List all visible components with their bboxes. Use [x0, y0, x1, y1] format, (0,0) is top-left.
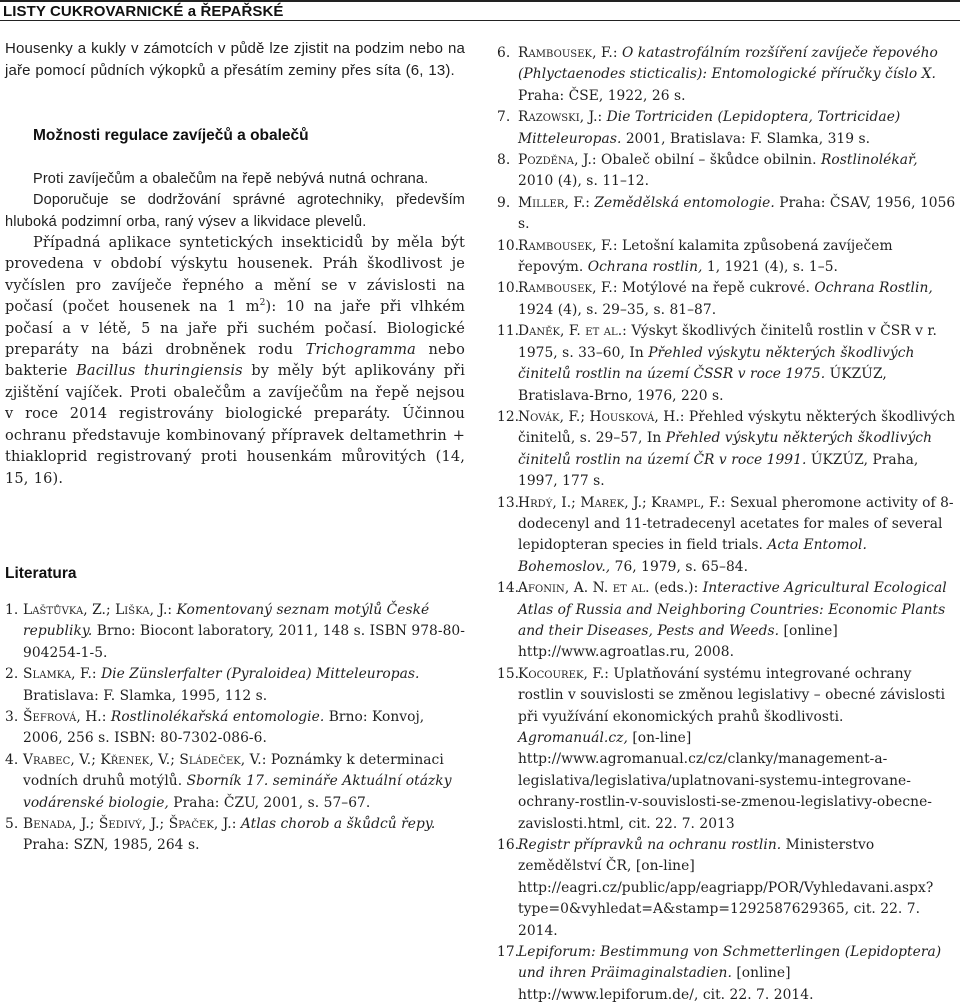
regulation-paragraph-2: Doporučuje se dodržování správné agrotechniky, především hluboká podzimní orba, raný výsev a likvidace plevelů. [5, 192, 465, 230]
references-left [5, 600, 465, 857]
reference-authors: Vrabec, V.; Křenek, V.; Sládeček, V.: [23, 751, 271, 768]
reference-text: Praha: ČSAV, 1956, 1056 s. [518, 194, 956, 233]
reference-text: [on-line] http://www.agromanual.cz/cz/clanky/management-a-legislativa/legislativa/uplatnovani-systemu-integrovane-ochrany-rostlin-v-souvislosti-se-zmenou-legislativy-obecne-zavislosti.html, cit. 22. 7. 2013 [518, 730, 933, 832]
reference-title: Acta Entomol. Bohemoslov., [518, 537, 867, 575]
journal-header [0, 0, 960, 21]
reference-number: 14. [497, 580, 520, 597]
reference-item [497, 236, 957, 279]
reference-item [5, 600, 465, 664]
journal-title: LISTY CUKROVARNICKÉ a ŘEPAŘSKÉ [3, 3, 284, 20]
references-right [497, 43, 957, 1006]
reference-authors: Kocourek, F.: [518, 665, 614, 682]
reference-text: Praha: SZN, 1985, 264 s. [23, 837, 200, 854]
reference-number: 7. [497, 109, 511, 126]
reference-text: [online] http://www.agroatlas.ru, 2008. [518, 622, 838, 661]
left-column [5, 38, 465, 490]
reference-title: Die Tortriciden (Lepidoptera, Tortricidae) Mitteleuropas. [518, 109, 901, 147]
reference-title: Registr přípravků na ochranu rostlin. [518, 837, 782, 854]
reference-title: Komentovaný seznam motýlů České republiky. [23, 602, 430, 640]
reference-item [497, 150, 957, 193]
reference-number: 16. [497, 837, 520, 854]
reference-title: Agromanuál.cz, [518, 730, 628, 746]
reference-text: Obaleč obilní – škůdce obilnin. [601, 152, 821, 169]
reference-title: Die Zünslerfalter (Pyraloidea) Mitteleuropas. [101, 666, 420, 683]
reference-number: 10. [497, 280, 520, 297]
reference-number: 10. [497, 237, 520, 254]
reference-text: Motýlové na řepě cukrové. [622, 280, 815, 297]
reference-text: 1, 1921 (4), s. 1–5. [702, 259, 838, 276]
reference-item [5, 750, 465, 814]
reference-text: Bratislava: F. Slamka, 1995, 112 s. [23, 687, 268, 704]
reference-title: Rostlinolékař, [820, 152, 918, 169]
reference-number: 15. [497, 665, 520, 682]
reference-text: Výskyt škodlivých činitelů rostlin v ČSR v r. 1975, s. 33–60, In [518, 323, 937, 361]
reference-title: Lepiforum: Bestimmung von Schmetterlingen (Lepidoptera) und ihren Präimaginalstadien. [518, 944, 942, 982]
reference-text: ÚKZÚZ, Bratislava-Brno, 1976, 220 s. [518, 366, 887, 404]
reference-authors: Laštůvka, Z.; Liška, J.: [23, 602, 177, 618]
reference-text: [online] http://www.lepiforum.de/, cit. 22. 7. 2014. [518, 965, 814, 1003]
reference-authors: Slamka, F.: [23, 666, 102, 683]
reference-text: 76, 1979, s. 65–84. [610, 558, 749, 575]
reference-text: Sexual pheromone activity of 8-dodecenyl and 11-tetradecenyl acetates for males of several lepidopteran species in field trials. [518, 494, 954, 554]
reference-number: 6. [497, 45, 511, 61]
reference-item [497, 835, 957, 942]
reference-text: 2001, Bratislava: F. Slamka, 319 s. [621, 130, 871, 147]
reference-number: 9. [497, 194, 511, 211]
reference-text: 1924 (4), s. 29–35, s. 81–87. [518, 301, 717, 318]
reference-text: Poznámky k determinaci vodních druhů motýlů. [23, 751, 444, 790]
reference-number: 3. [5, 709, 19, 726]
reference-item [497, 321, 957, 407]
reference-authors: Pozděna, J.: [518, 152, 602, 169]
reference-item [5, 707, 465, 750]
reference-text: Letošní kalamita způsobená zavíječem řepovým. [518, 237, 893, 276]
reference-item [497, 407, 957, 493]
reference-text: Praha: ČZU, 2001, s. 57–67. [168, 794, 371, 811]
regulation-paragraph-3: Případná aplikace syntetických insekticidů by měla být provedena v období výskytu housenek. Práh škodlivost je vyčíslen pro zavíječe řepného a mění se v závislosti na počasí (počet housenek na 1 $m^2$): 10 na jaře při vlhkém počasí a v létě, 5 na jaře při suchém počasí. Biologické preparáty na bázi drobněnek rodu Trichogramma nebo bakterie Bacillus thuringiensis by měly být aplikovány při zjištění vajíček. Proti obalečům a zavíječům na řepě nejsou v roce 2014 registrovány biologické preparáty. Účinnou ochranu představuje kombinovaný přípravek deltamethrin + thiakloprid registrovaný proti housenkám můrovitých (14, 15, 16). [5, 235, 466, 487]
reference-number: 5. [5, 816, 19, 833]
reference-title: Zemědělská entomologie. [594, 194, 775, 211]
reference-authors: Afonin, A. N. et al. [518, 580, 655, 597]
reference-number: 13. [497, 494, 520, 511]
reference-text: 2010 (4), s. 11–12. [518, 173, 650, 190]
reference-authors: Miller, F.: [518, 194, 595, 211]
reference-title: Přehled výskytu některých škodlivých činitelů rostlin na území ČR v roce 1991. [518, 430, 933, 468]
section-heading-regulation: Možnosti regulace zavíječů a obalečů [33, 126, 309, 144]
reference-item [497, 942, 957, 1006]
reference-authors: Novák, F.; Housková, H.: [518, 408, 689, 425]
literature-heading: Literatura [5, 565, 77, 582]
reference-text: ÚKZÚZ, Praha, 1997, 177 s. [518, 451, 919, 490]
reference-number: 8. [497, 152, 511, 169]
reference-text: Praha: ČSE, 1922, 26 s. [518, 87, 686, 104]
reference-number: 11. [497, 323, 520, 340]
reference-authors: Daněk, F. et al.: [518, 323, 632, 340]
reference-number: 1. [5, 602, 19, 618]
reference-number: 2. [5, 666, 19, 683]
reference-item [497, 278, 957, 321]
reference-item [5, 664, 465, 707]
reference-item [497, 664, 957, 835]
reference-title: Ochrana rostlin, [587, 259, 703, 276]
reference-text: Brno: Konvoj, 2006, 256 s. ISBN: 80-7302-086-6. [23, 709, 425, 747]
reference-text: Ministerstvo zemědělství ČR, [on-line] http://eagri.cz/public/app/eagriapp/POR/Vyhledavani.aspx?type=0&vyhledat=A&stamp=1292587629365, cit. 22. 7. 2014. [518, 837, 934, 939]
reference-authors: Rambousek, F.: [518, 45, 622, 61]
reference-item [497, 107, 957, 150]
reference-authors: Benada, J.; Šedivý, J.; Špaček, J.: [23, 816, 241, 833]
reference-authors: Razowski, J.: [518, 109, 607, 126]
reference-title: Rostlinolékařská entomologie. [110, 709, 325, 726]
reference-number: 17. [497, 944, 520, 961]
reference-authors: Rambousek, F.: [518, 237, 622, 254]
reference-text: Přehled výskytu některých škodlivých činitelů, s. 29–57, In [518, 408, 956, 447]
reference-title: Přehled výskytu některých škodlivých činitelů rostlin na území ČSSR v roce 1975. [518, 344, 915, 383]
reference-authors: Šefrová, H.: [23, 709, 111, 726]
reference-item [5, 814, 465, 857]
reference-number: 4. [5, 751, 19, 768]
reference-title: Ochrana Rostlin, [814, 280, 933, 297]
reference-item [497, 193, 957, 236]
reference-text: Brno: Biocont laboratory, 2011, 148 s. ISBN 978-80-904254-1-5. [23, 623, 465, 661]
reference-title: Interactive Agricultural Ecological Atlas of Russia and Neighboring Countries: Economic Plants and their Diseases, Pests and Weeds. [518, 580, 947, 639]
reference-text: Uplatňování systému integrované ochrany rostlin v souvislosti se změnou legislativy – obecné závislosti při využívání ekonomických prahů škodlivosti. [518, 665, 946, 725]
reference-title: O katastrofálním rozšíření zavíječe řepového (Phlyctaenodes sticticalis): Entomologické příručky číslo X. [518, 45, 938, 83]
reference-authors: Rambousek, F.: [518, 280, 622, 297]
reference-number: 12. [497, 408, 520, 425]
regulation-paragraph-1: Proti zavíječům a obalečům na řepě nebývá nutná ochrana. [33, 170, 429, 187]
reference-text: (eds.): [654, 580, 703, 597]
reference-title: Sborník 17. semináře Aktuální otázky vodárenské biologie, [23, 773, 452, 811]
reference-title: Atlas chorob a škůdců řepy. [240, 816, 436, 833]
reference-item [497, 578, 957, 664]
reference-item [497, 493, 957, 579]
reference-item [497, 43, 957, 107]
intro-paragraph: Housenky a kukly v zámotcích v půdě lze zjistit na podzim nebo na jaře pomocí půdních výkopků a přesátím zeminy přes síta (6, 13). [5, 40, 465, 80]
reference-authors: Hrdý, I.; Marek, J.; Krampl, F.: [518, 494, 731, 511]
